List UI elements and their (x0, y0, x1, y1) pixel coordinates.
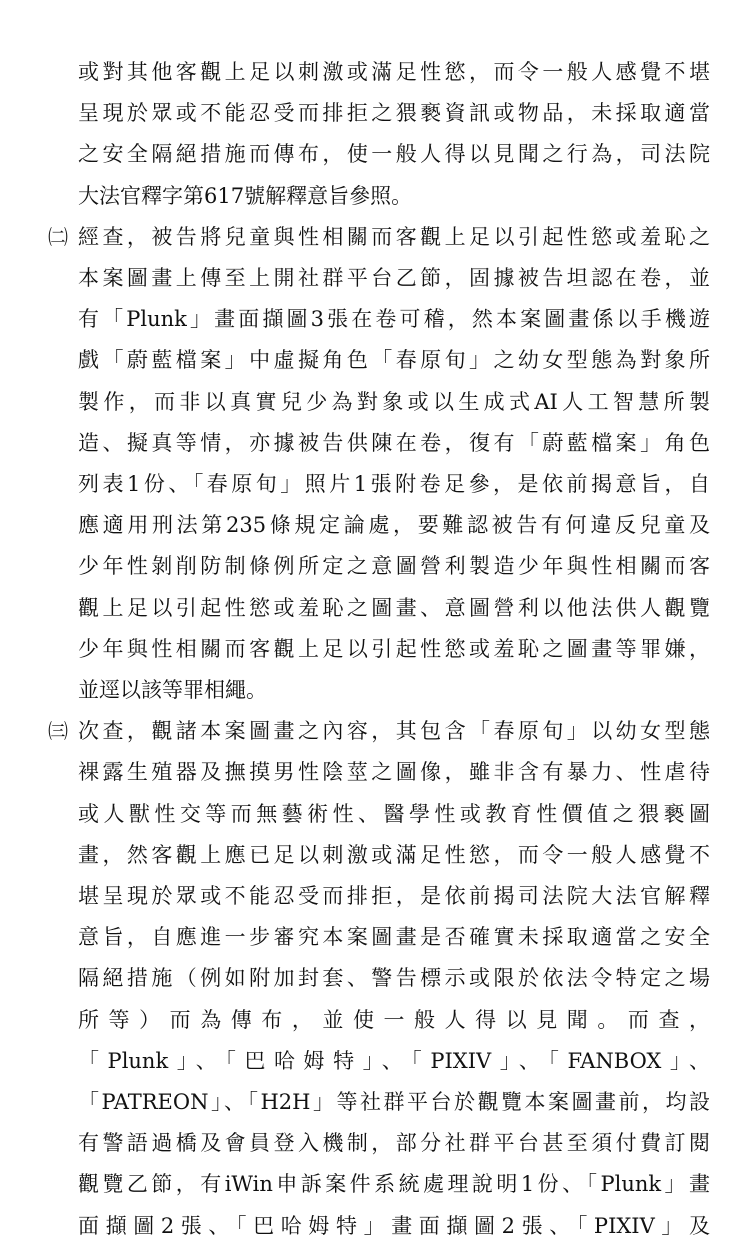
item-number-3: ㈢ (48, 719, 68, 744)
text-line: 之安全隔絕措施而傳布，使一般人得以見聞之行為，司法院 (78, 142, 710, 167)
item-number-2: ㈡ (48, 224, 68, 249)
text-line: 所等）而為傳布，並使一般人得以見聞。而查， (78, 1007, 710, 1032)
text-line: 並逕以該等罪相繩。 (78, 678, 267, 702)
text-line: 製作，而非以真實兒少為對象或以生成式AI人工智慧所製 (78, 389, 710, 414)
text-line: 或人獸性交等而無藝術性、醫學性或教育性價值之猥褻圖 (78, 801, 710, 826)
text-line: 經查，被告將兒童與性相關而客觀上足以引起性慾或羞恥之 (78, 224, 710, 249)
text-line: 應適用刑法第235條規定論處，要難認被告有何違反兒童及 (78, 513, 710, 538)
text-line: 意旨，自應進一步審究本案圖畫是否確實未採取適當之安全 (78, 925, 710, 950)
text-line: 戲「蔚藍檔案」中虛擬角色「春原旬」之幼女型態為對象所 (78, 348, 710, 373)
text-line: 有「Plunk」畫面擷圖3張在卷可稽，然本案圖畫係以手機遊 (78, 307, 710, 332)
text-line: 造、擬真等情，亦據被告供陳在卷，復有「蔚藍檔案」角色 (78, 430, 710, 455)
text-line: 觀覽乙節，有iWin申訴案件系統處理說明1份、「Plunk」畫 (78, 1172, 710, 1197)
text-line: 少年與性相關而客觀上足以引起性慾或羞恥之圖畫等罪嫌， (78, 636, 710, 661)
text-line: 「PATREON」、「H2H」等社群平台於觀覽本案圖畫前，均設 (78, 1090, 710, 1114)
text-line: 次查，觀諸本案圖畫之內容，其包含「春原旬」以幼女型態 (78, 719, 710, 744)
text-line: 「Plunk」、「巴哈姆特」、「PIXIV」、「FANBOX」、 (78, 1048, 710, 1073)
text-line: 大法官釋字第617號解釋意旨參照。 (78, 183, 413, 208)
text-line: 堪呈現於眾或不能忍受而排拒，是依前揭司法院大法官解釋 (78, 884, 710, 908)
text-line: 呈現於眾或不能忍受而排拒之猥褻資訊或物品，未採取適當 (78, 101, 710, 126)
text-line: 面擷圖2張、「巴哈姆特」畫面擷圖2張、「PIXIV」及 (78, 1213, 710, 1238)
text-line: 觀上足以引起性慾或羞恥之圖畫、意圖營利以他法供人觀覽 (78, 595, 710, 620)
text-line: 畫，然客觀上應已足以刺激或滿足性慾，而令一般人感覺不 (78, 842, 710, 867)
text-line: 或對其他客觀上足以刺激或滿足性慾，而令一般人感覺不堪 (78, 60, 710, 84)
text-line: 有警語過橋及會員登入機制，部分社群平台甚至須付費訂閱 (78, 1131, 710, 1156)
text-line: 列表1份、「春原旬」照片1張附卷足參，是依前揭意旨，自 (78, 472, 710, 496)
text-line: 裸露生殖器及撫摸男性陰莖之圖像，雖非含有暴力、性虐待 (78, 760, 710, 785)
text-line: 隔絕措施（例如附加封套、警告標示或限於依法令特定之場 (78, 966, 710, 991)
text-line: 少年性剝削防制條例所定之意圖營利製造少年與性相關而客 (78, 554, 710, 579)
text-line: 本案圖畫上傳至上開社群平台乙節，固據被告坦認在卷，並 (78, 266, 710, 290)
